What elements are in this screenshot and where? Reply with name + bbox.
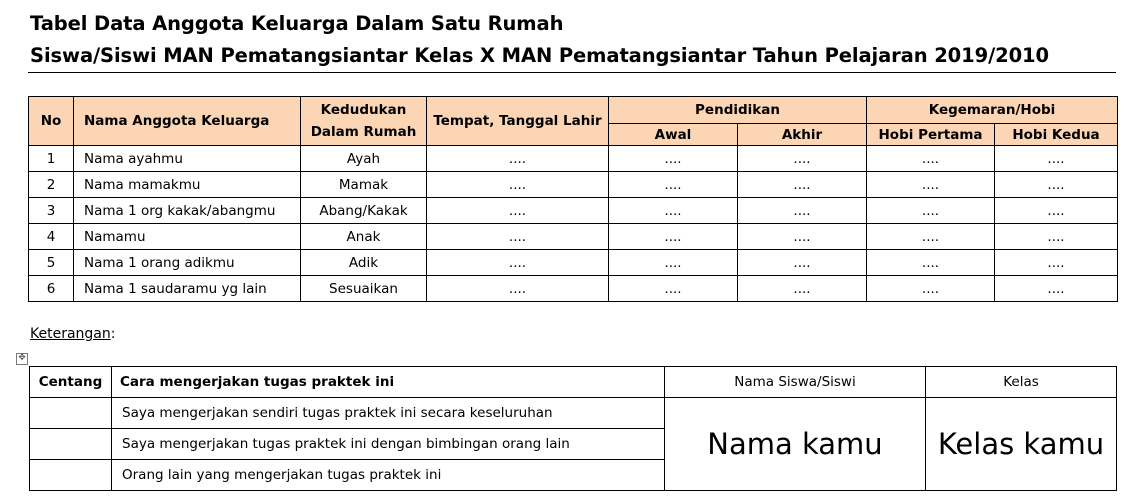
cell-position: Sesuaikan xyxy=(301,276,427,302)
keterangan-colon: : xyxy=(110,326,116,342)
cell-name: Nama 1 saudaramu yg lain xyxy=(74,276,301,302)
table-row xyxy=(29,146,1118,172)
class-value: Kelas kamu xyxy=(926,398,1117,491)
cell-hobby2: .... xyxy=(995,198,1118,224)
header-student: Nama Siswa/Siswi xyxy=(665,367,926,398)
student-name-value: Nama kamu xyxy=(665,398,926,491)
table-row xyxy=(29,276,1118,302)
table-row xyxy=(29,250,1118,276)
table-row xyxy=(29,172,1118,198)
header-education: Pendidikan xyxy=(609,97,867,124)
keterangan-text: Keterangan xyxy=(30,326,111,342)
notes-table xyxy=(29,366,1117,491)
cell-edu-end: .... xyxy=(738,224,867,250)
cell-birth: .... xyxy=(427,276,609,302)
cell-position: Abang/Kakak xyxy=(301,198,427,224)
cell-hobby2: .... xyxy=(995,276,1118,302)
method-cell: Saya mengerjakan tugas praktek ini dengan bimbingan orang lain xyxy=(112,429,665,460)
cell-position: Ayah xyxy=(301,146,427,172)
cell-hobby2: .... xyxy=(995,146,1118,172)
table-row xyxy=(29,224,1118,250)
cell-no: 1 xyxy=(29,146,74,172)
cell-hobby1: .... xyxy=(867,224,995,250)
cell-birth: .... xyxy=(427,250,609,276)
header-class: Kelas xyxy=(926,367,1117,398)
cell-hobby1: .... xyxy=(867,198,995,224)
cell-hobby1: .... xyxy=(867,172,995,198)
header-hobby2: Hobi Kedua xyxy=(995,124,1118,146)
header-check: Centang xyxy=(30,367,112,398)
cell-birth: .... xyxy=(427,146,609,172)
check-cell[interactable] xyxy=(30,460,112,491)
table-move-handle-icon[interactable]: ✥ xyxy=(16,353,28,365)
title-underline xyxy=(28,72,1116,73)
method-cell: Saya mengerjakan sendiri tugas praktek ini secara keseluruhan xyxy=(112,398,665,429)
header-position xyxy=(301,97,427,146)
cell-edu-end: .... xyxy=(738,146,867,172)
cell-no: 3 xyxy=(29,198,74,224)
header-hobby: Kegemaran/Hobi xyxy=(867,97,1118,124)
keterangan-label xyxy=(30,326,115,342)
cell-edu-end: .... xyxy=(738,250,867,276)
cell-edu-end: .... xyxy=(738,276,867,302)
cell-edu-start: .... xyxy=(609,250,738,276)
cell-edu-start: .... xyxy=(609,198,738,224)
header-hobby1: Hobi Pertama xyxy=(867,124,995,146)
cell-name: Nama 1 org kakak/abangmu xyxy=(74,198,301,224)
cell-no: 6 xyxy=(29,276,74,302)
cell-birth: .... xyxy=(427,224,609,250)
cell-no: 2 xyxy=(29,172,74,198)
cell-edu-start: .... xyxy=(609,146,738,172)
header-position-line2: Dalam Rumah xyxy=(310,124,417,140)
cell-hobby2: .... xyxy=(995,224,1118,250)
check-cell[interactable] xyxy=(30,429,112,460)
cell-hobby1: .... xyxy=(867,250,995,276)
cell-position: Adik xyxy=(301,250,427,276)
cell-no: 4 xyxy=(29,224,74,250)
cell-hobby1: .... xyxy=(867,276,995,302)
cell-birth: .... xyxy=(427,172,609,198)
document-title: Tabel Data Anggota Keluarga Dalam Satu Rumah xyxy=(30,12,564,35)
cell-edu-start: .... xyxy=(609,276,738,302)
header-method: Cara mengerjakan tugas praktek ini xyxy=(112,367,665,398)
cell-name: Nama ayahmu xyxy=(74,146,301,172)
cell-name: Namamu xyxy=(74,224,301,250)
table-row xyxy=(30,398,1117,429)
check-cell[interactable] xyxy=(30,398,112,429)
document-subtitle: Siswa/Siswi MAN Pematangsiantar Kelas X MAN Pematangsiantar Tahun Pelajaran 2019/2010 xyxy=(30,44,1049,67)
table-row xyxy=(29,198,1118,224)
header-edu-end: Akhir xyxy=(738,124,867,146)
cell-edu-end: .... xyxy=(738,172,867,198)
cell-hobby2: .... xyxy=(995,250,1118,276)
cell-name: Nama 1 orang adikmu xyxy=(74,250,301,276)
cell-position: Mamak xyxy=(301,172,427,198)
header-position-line1: Kedudukan xyxy=(320,102,407,118)
cell-edu-end: .... xyxy=(738,198,867,224)
header-no: No xyxy=(29,97,74,146)
cell-hobby2: .... xyxy=(995,172,1118,198)
header-edu-start: Awal xyxy=(609,124,738,146)
family-table xyxy=(28,96,1118,302)
cell-name: Nama mamakmu xyxy=(74,172,301,198)
cell-edu-start: .... xyxy=(609,224,738,250)
cell-edu-start: .... xyxy=(609,172,738,198)
header-name: Nama Anggota Keluarga xyxy=(74,97,301,146)
cell-birth: .... xyxy=(427,198,609,224)
method-cell: Orang lain yang mengerjakan tugas praktek ini xyxy=(112,460,665,491)
cell-position: Anak xyxy=(301,224,427,250)
header-birth: Tempat, Tanggal Lahir xyxy=(427,97,609,146)
cell-hobby1: .... xyxy=(867,146,995,172)
cell-no: 5 xyxy=(29,250,74,276)
